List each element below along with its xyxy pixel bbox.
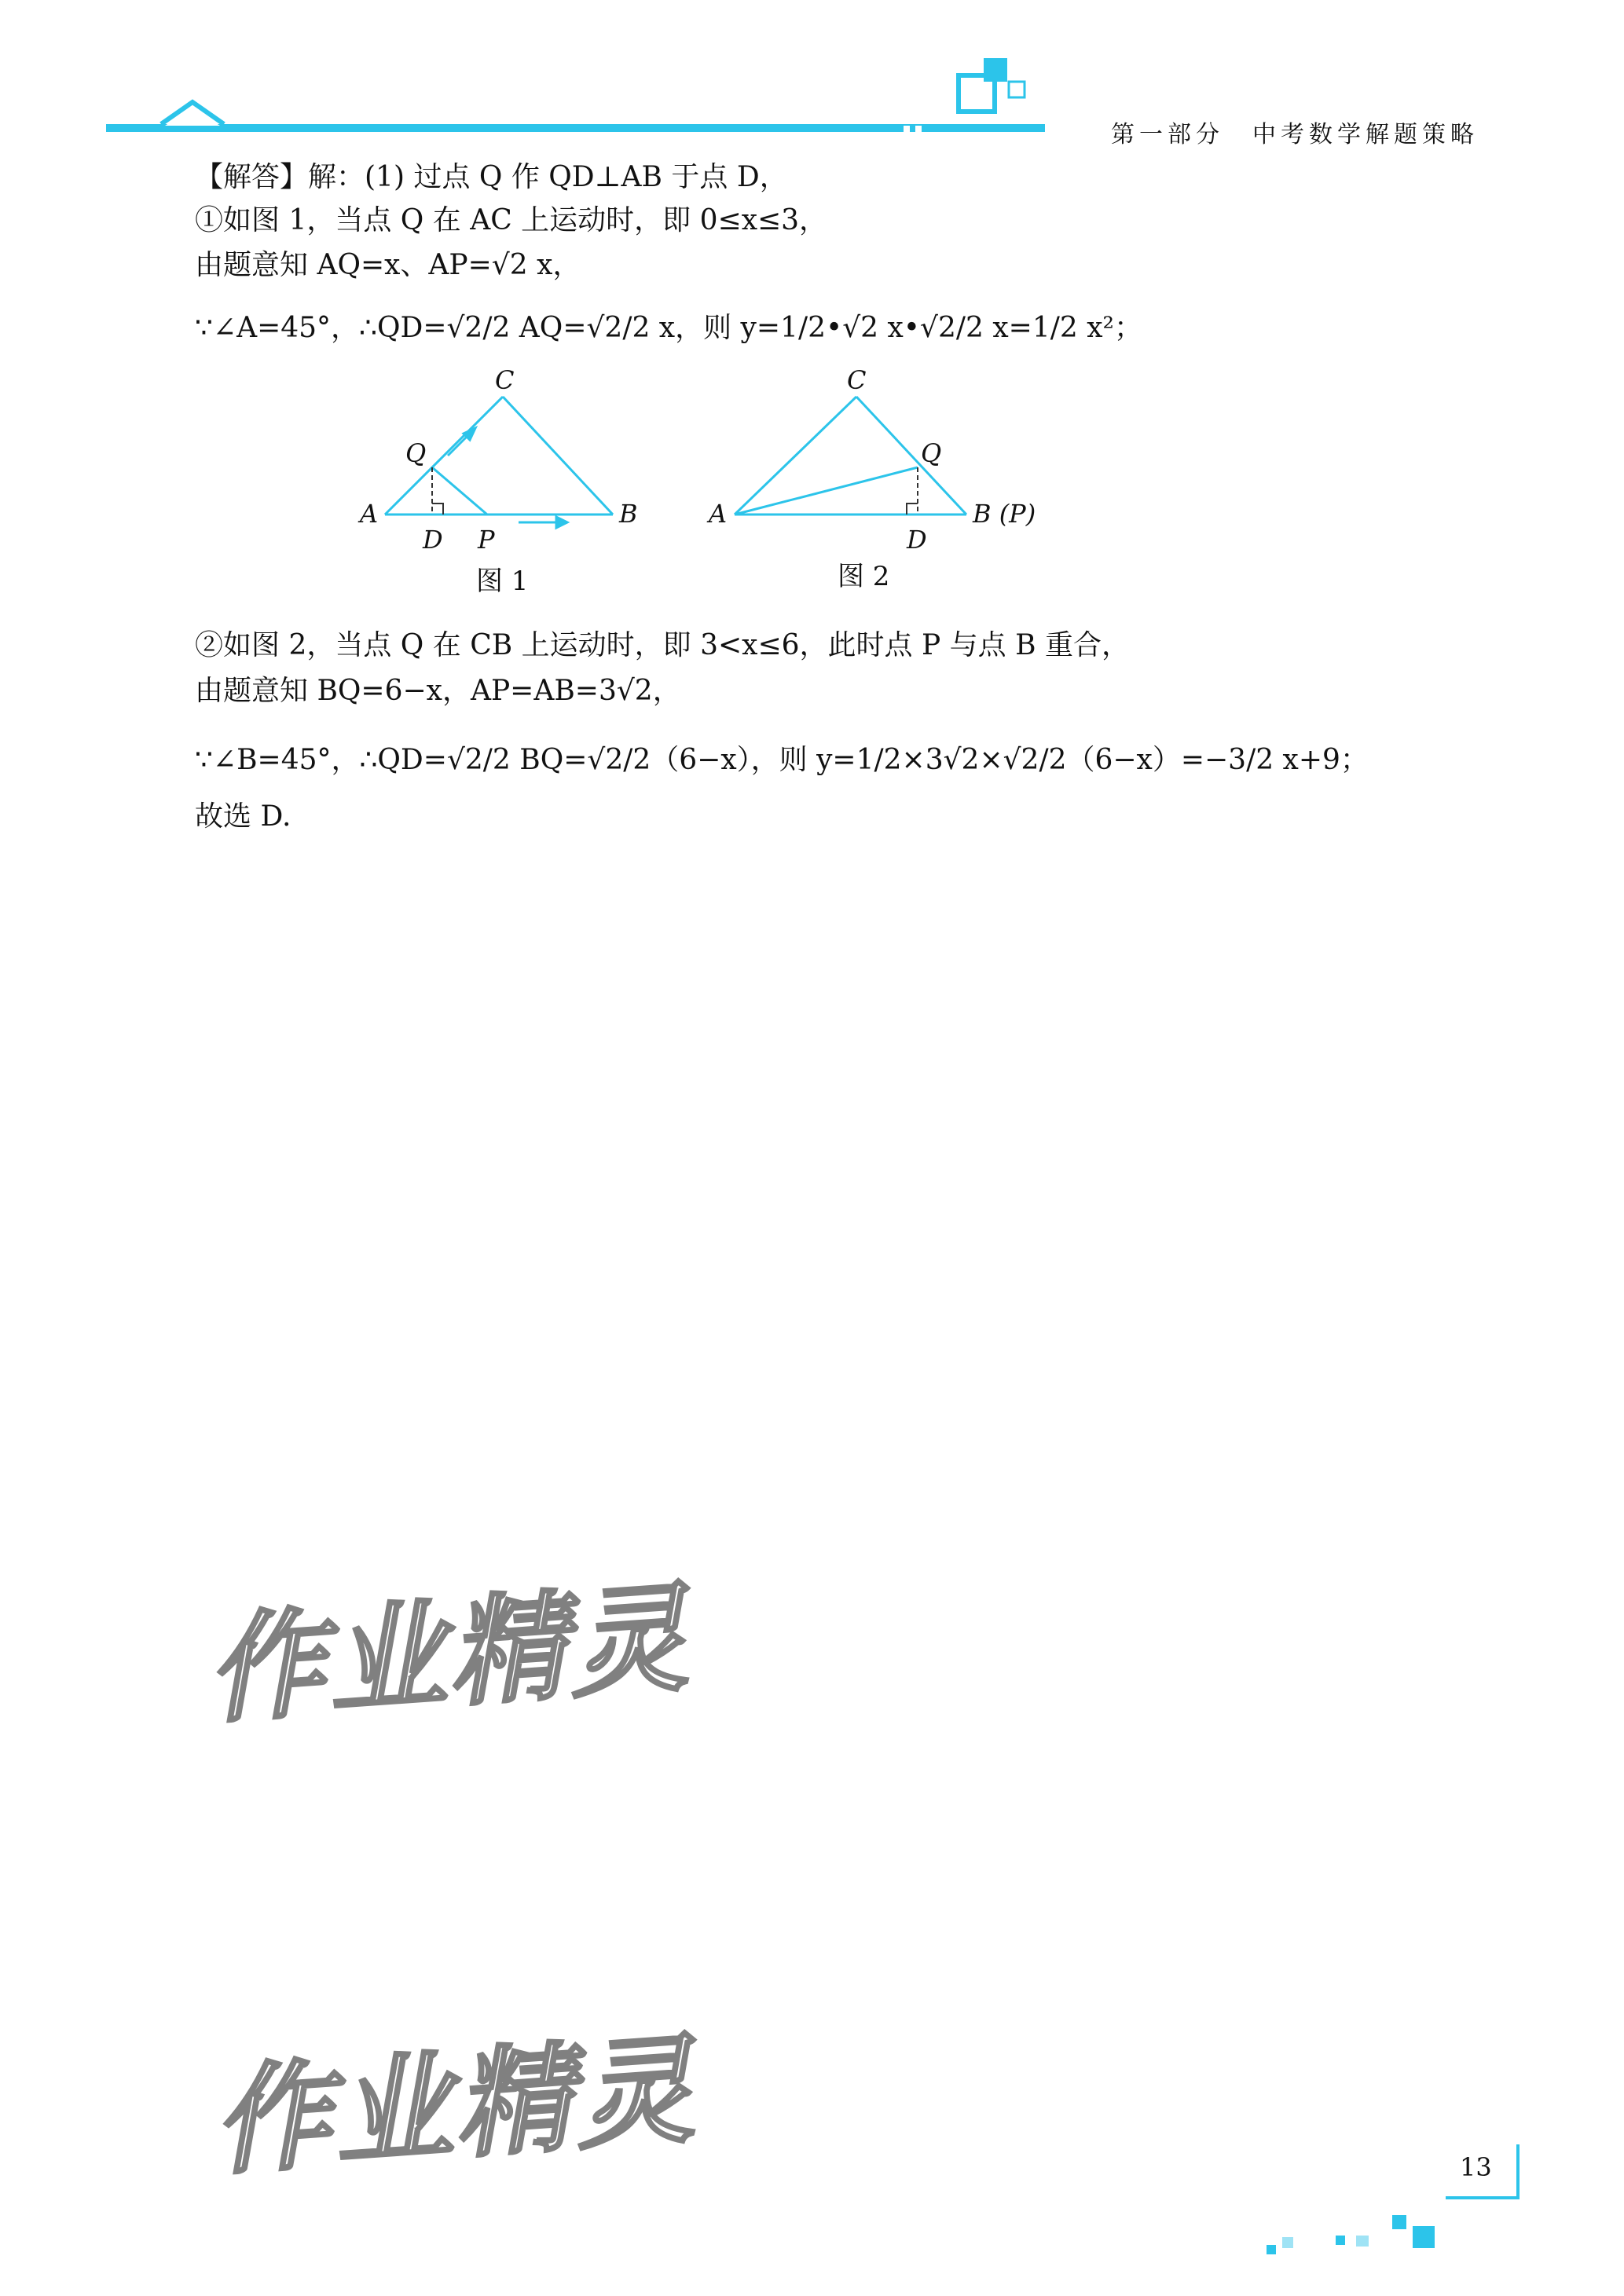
solution-line-2: ①如图 1，当点 Q 在 AC 上运动时，即 0≤x≤3， xyxy=(195,204,828,236)
fig2-label-c: C xyxy=(847,365,867,395)
solution-line-8: 故选 D. xyxy=(195,800,291,833)
solution-line-3: 由题意知 AQ=x、AP=√2 x， xyxy=(195,249,581,281)
fig1-label-d: D xyxy=(423,525,443,555)
figure-2-caption: 图 2 xyxy=(838,561,890,592)
section-title: 第一部分 中考数学解题策略 xyxy=(1111,121,1479,148)
fig2-label-a: A xyxy=(709,499,728,529)
watermark-logo-2: 作业精灵 xyxy=(208,2021,702,2192)
fig1-label-q: Q xyxy=(405,438,427,468)
solution-line-4: ∵∠A=45°，∴QD=√2/2 AQ=√2/2 x，则 y=1/2•√2 x•√2/2 x=1/2 x²； xyxy=(195,312,1142,344)
fig1-label-c: C xyxy=(495,365,515,395)
figure-1-caption: 图 1 xyxy=(476,566,529,597)
fig1-label-a: A xyxy=(360,499,379,529)
fig1-label-p: P xyxy=(478,525,495,555)
fig2-label-q: Q xyxy=(921,438,942,468)
solution-line-1: 【解答】解：(1) 过点 Q 作 QD⊥AB 于点 D， xyxy=(195,161,788,193)
solution-line-7: ∵∠B=45°，∴QD=√2/2 BQ=√2/2（6−x），则 y=1/2×3√2×√2/2（6−x）=−3/2 x+9； xyxy=(195,744,1369,776)
watermark-logo-1: 作业精灵 xyxy=(202,1569,695,1741)
fig2-label-bp: B (P) xyxy=(973,499,1036,529)
page-number: 13 xyxy=(1460,2152,1492,2182)
figure-1 xyxy=(354,361,668,558)
fig2-label-d: D xyxy=(907,525,927,555)
fig1-label-b: B xyxy=(619,499,638,529)
solution-line-6: 由题意知 BQ=6−x，AP=AB=3√2， xyxy=(195,675,681,707)
figure-2 xyxy=(699,361,1045,558)
solution-line-5: ②如图 2，当点 Q 在 CB 上运动时，即 3<x≤6，此时点 P 与点 B 重合， xyxy=(195,629,1130,661)
